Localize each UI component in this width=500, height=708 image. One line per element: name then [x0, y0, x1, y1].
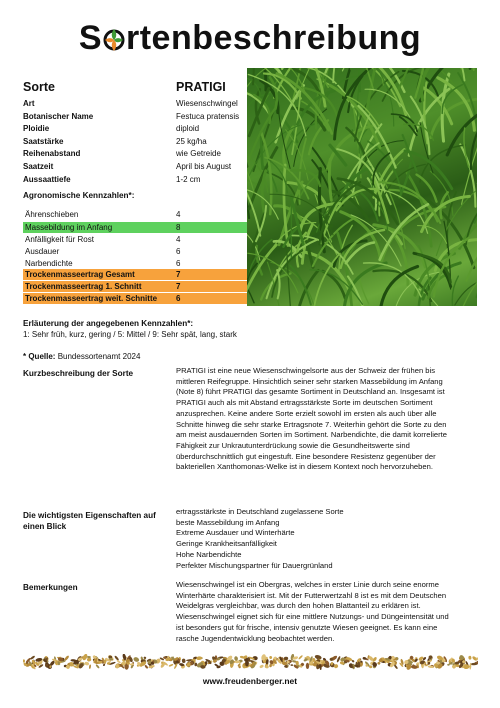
short-description-label: Kurzbeschreibung der Sorte [23, 369, 134, 378]
properties-label-line1: Die wichtigsten Eigenschaften auf [23, 511, 156, 520]
description-line: anzusprechen. Keine andere Sorte erzielt sowohl im ersten als auch über alle [176, 408, 437, 418]
seed-grain [133, 656, 140, 662]
info-value: April bis August [176, 162, 232, 171]
info-row [23, 161, 245, 172]
agronomy-label: Massebildung im Anfang [25, 223, 113, 232]
agronomy-row [23, 281, 247, 292]
title-prefix: S [78, 19, 102, 57]
source-label: * Quelle: [23, 352, 56, 361]
remarks-text [176, 580, 481, 644]
info-row [23, 136, 245, 147]
remarks-line: rasche Jugendentwicklung beobachtet werden. [176, 633, 335, 643]
seed-grain [95, 664, 100, 669]
property-item: ertragsstärkste in Deutschland zugelassene Sorte [176, 507, 344, 516]
title-suffix: rtenbeschreibung [126, 19, 422, 57]
legend-title: Erläuterung der angegebenen Kennzahlen*: [23, 319, 194, 328]
agronomy-value: 7 [176, 282, 181, 291]
legend-text: 1: Sehr früh, kurz, gering / 5: Mittel / 9: Sehr spät, lang, stark [23, 330, 237, 339]
description-line: am meist ausdauernden Sorten im Sortiment. Narbendichte, die damit korrelierte [176, 430, 447, 440]
grass-blade [277, 270, 279, 298]
agronomy-label: Trockenmasseertrag Gesamt [25, 270, 135, 279]
website-link[interactable]: www.freudenberger.net [202, 676, 298, 686]
info-row [23, 123, 245, 134]
seed-grain [116, 660, 121, 664]
agronomy-title: Agronomische Kennzahlen*: [23, 191, 135, 200]
seed-grain [168, 664, 173, 667]
grass-blade [463, 281, 477, 306]
seed-logo-icon [103, 27, 125, 51]
agronomy-label: Narbendichte [25, 259, 73, 268]
agronomy-row [23, 258, 247, 269]
seed-grain [298, 655, 303, 660]
info-row [23, 98, 245, 109]
seed-grain [306, 663, 309, 669]
info-label: Ploidie [23, 124, 50, 134]
grass-illustration [247, 68, 477, 306]
agronomy-value: 6 [176, 247, 181, 256]
grass-blade [400, 117, 417, 136]
description-line: PRATIGI ist eine neue Wiesenschwingelsorte aus der Schweiz der frühen bis [176, 366, 436, 375]
grass-blade [431, 99, 477, 138]
short-description-text [176, 366, 481, 473]
grass-blade [329, 159, 331, 200]
agronomy-label: Trockenmasseertrag 1. Schnitt [25, 282, 142, 291]
agronomy-value: 4 [176, 210, 181, 219]
agronomy-row [23, 222, 247, 233]
remarks-line: Wiesenschwingel eignet sich für eine mittlere Nutzungs- und Düngeintensität und [176, 612, 449, 622]
remarks-line: ist besonders gut für frische, intensiv genutzte Wiesen geeignet. Es kann eine [176, 622, 438, 632]
agronomy-value: 7 [176, 270, 181, 279]
seed-grain [377, 662, 381, 665]
seed-grain [245, 660, 249, 666]
source-text: Bundessortenamt 2024 [57, 352, 141, 361]
seed-grain [196, 656, 202, 660]
sorte-value: PRATIGI [176, 80, 226, 94]
remarks-line: Weidelgras vergleichbar, was durch den hohen Blattanteil zu erklären ist. [176, 601, 421, 611]
info-row [23, 174, 245, 185]
agronomy-label: Anfälligkeit für Rost [25, 235, 94, 244]
info-label: Saatstärke [23, 136, 64, 146]
agronomy-value: 4 [176, 235, 181, 244]
agronomy-row [23, 246, 247, 257]
description-line: Fähigkeit zur Unkrautunterdrückung sowie die Gesundheitswerte sind [176, 440, 410, 450]
seed-strip-illustration [23, 654, 478, 670]
source-line [23, 352, 140, 361]
properties-list [176, 507, 481, 571]
info-value: 25 kg/ha [176, 136, 207, 146]
description-line: Schnitte hinweg die sehr starke Ertragsnote 7. Weiterhin gehört die Sorte zu den [176, 419, 447, 429]
seed-grain [144, 664, 148, 669]
info-value: wie Getreide [176, 149, 221, 159]
grass-photo [247, 68, 477, 306]
seed-grain [471, 663, 478, 666]
seed-grain [182, 658, 186, 663]
agronomy-value: 6 [176, 259, 181, 268]
agronomy-row [23, 269, 247, 280]
remarks-label: Bemerkungen [23, 583, 78, 592]
property-item: beste Massebildung im Anfang [176, 517, 280, 527]
seed-grain [269, 656, 272, 660]
seed-grain [84, 661, 89, 666]
seed-grain [234, 656, 239, 661]
agronomy-value: 8 [176, 223, 181, 232]
properties-label-line2: einen Blick [23, 522, 67, 531]
info-label: Aussaattiefe [23, 174, 71, 184]
agronomy-label: Ausdauer [25, 247, 60, 256]
seed-grain [259, 664, 264, 669]
seed-grain [114, 655, 119, 661]
seed-grain [290, 664, 293, 666]
seed-grain [87, 656, 91, 658]
remarks-line: Winterhärte charakterisiert ist. Mit der Futterwertzahl 8 ist es mit dem Deutschen [176, 590, 447, 600]
seed-strip-decoration [23, 654, 478, 670]
description-line: bakteriellen Xanthomonas-Welke ist in diesem Kontext noch hervorzuheben. [176, 462, 433, 472]
seed-grain [30, 655, 36, 660]
seed-grain [468, 656, 472, 660]
description-line: mittleren Reifegruppe. Hinsichtlich seiner sehr starken Massebildung im Anfang [176, 376, 443, 386]
properties-label [23, 510, 156, 532]
seed-grain [269, 664, 272, 667]
property-item: Perfekter Mischungspartner für Dauergrünland [176, 560, 333, 570]
agronomy-row [23, 209, 247, 220]
property-item: Hohe Narbendichte [176, 549, 242, 559]
agronomy-row [23, 293, 247, 304]
agronomy-label: Ährenschieben [25, 210, 79, 219]
info-row [23, 148, 245, 159]
seed-grain [23, 659, 25, 662]
agronomy-row [23, 234, 247, 245]
description-line: (Note 8) führt PRATIGI das gesamte Sortiment in Deutschland an. Insgesamt ist [176, 387, 445, 397]
property-item: Geringe Krankheitsanfälligkeit [176, 539, 277, 549]
grass-blade [247, 136, 254, 192]
remarks-line: Wiesenschwingel ist ein Obergras, welches in erster Linie durch seine enorme [176, 580, 439, 589]
agronomy-value: 6 [176, 294, 181, 303]
info-label: Reihenabstand [23, 149, 81, 159]
description-line: überdurchschnittlich gut eingestuft. Eine besondere Resistenz gegenüber der [176, 451, 436, 461]
grass-blade [473, 68, 477, 70]
description-line: PRATIGI auch als mit Abstand ertragsstärkste Sorte im deutschen Sortiment [176, 398, 433, 408]
info-value: Festuca pratensis [176, 111, 240, 121]
page-title [0, 18, 500, 58]
info-value: Wiesenschwingel [176, 99, 238, 108]
info-value: diploid [176, 124, 200, 134]
info-label: Botanischer Name [23, 111, 94, 121]
property-item: Extreme Ausdauer und Winterhärte [176, 528, 295, 538]
info-row [23, 111, 245, 122]
agronomy-label: Trockenmasseertrag weit. Schnitte [25, 294, 158, 303]
seed-grain [89, 664, 91, 669]
sorte-label: Sorte [23, 80, 55, 94]
info-label: Art [23, 99, 35, 108]
info-label: Saatzeit [23, 162, 54, 171]
seed-grain [194, 663, 197, 667]
grass-blade [284, 165, 288, 246]
info-value: 1-2 cm [176, 174, 201, 184]
